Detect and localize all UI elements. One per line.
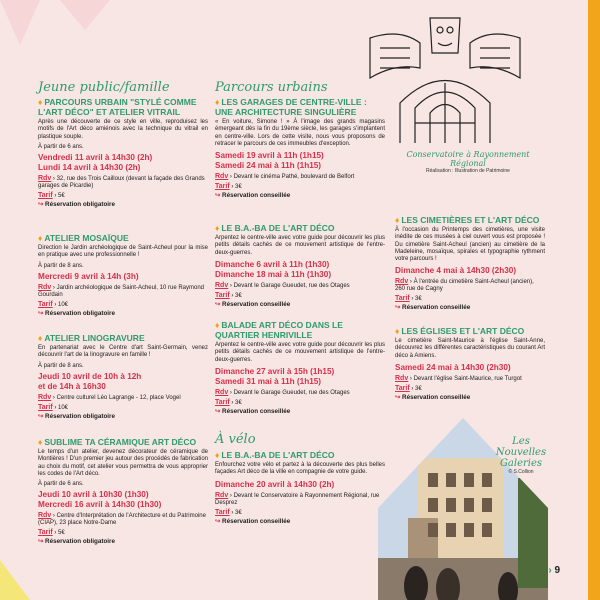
event-col1-2: ♦ ATELIER MOSAÏQUE Direction le Jardin archéologique de Saint-Acheul pour la mise en pratique avec une professionnelle ! À partir de 8 ans. Mercredi 9 avril à 14h (3h) Rdv › Jardin archéologique de Saint-Acheul, 10 rue Raymond Gourdain Tarif › 10€ ↪ Réservation obligatoire <box>38 233 208 317</box>
conservatoire-illustration <box>360 8 530 148</box>
tarif-label: Tarif <box>395 295 410 303</box>
illustration-caption-title: Conservatoire à Rayonnement Régional <box>406 150 530 168</box>
arrow-icon: ↪ <box>38 538 44 546</box>
event-date: Samedi 19 avril à 11h (1h15) <box>215 151 324 161</box>
event-col1-3: ♦ ATELIER LINOGRAVURE En partenariat avec le Centre d'art Saint-Germain, venez découvrir l'art de la linogravure en famille ! À partir de 8 ans. Jeudi 10 avril de 10h à 12h et de 14h à 16h30 Rdv › Centre culturel Léo Lagrange - 12, place Vogel Tarif › 10€ ↪ Réservation obligatoire <box>38 333 208 420</box>
event-title: LE B.A.-BA DE L'ART DÉCO <box>221 223 335 233</box>
rdv-location: À l'entrée du cimetière Saint-Acheul (ancien), 260 rue de Cagny <box>395 279 534 293</box>
illustration-caption <box>398 150 538 174</box>
event-date: Lundi 14 avril à 14h30 (2h) <box>38 162 141 172</box>
event-description: Après une découverte de ce style en ville, reproduisez les motifs de l'Art déco amiénois avec la technique du vitrail en plastique souple. <box>38 119 208 140</box>
tarif-value: 3€ <box>415 296 422 303</box>
reservation-note: Réservation conseillée <box>402 393 471 401</box>
bullet-icon: ♦ <box>38 233 43 243</box>
reservation-note: Réservation obligatoire <box>45 309 116 317</box>
rdv-location: Devant le cinéma Pathé, boulevard de Belfort <box>233 174 355 181</box>
event-age: À partir de 6 ans. <box>38 143 84 150</box>
event-description: À l'occasion du Printemps des cimetières, une visite inédite de ces musées à ciel ouvert vous est proposée ! Du cimetière Saint-Acheul (ancien) au cimetière de la Madeleine, mosaïque, spirales et typographie rythment votre parcours ! <box>395 227 545 263</box>
event-title: LE B.A.-BA DE L'ART DÉCO <box>221 450 335 460</box>
event-col3-2: ♦ LES ÉGLISES ET L'ART DÉCO Le cimetière Saint-Maurice à l'église Saint-Anne, découvrez les différentes caractéristiques du courant Art déco à Amiens. Samedi 24 mai à 14h30 (2h30) Rdv › Devant l'église Saint-Maurice, rue Turgot Tarif › 3€ ↪ Réservation conseillée <box>395 326 545 401</box>
rdv-label: Rdv <box>215 388 229 396</box>
tarif-value: 5€ <box>58 530 65 537</box>
event-col1-1: ♦ PARCOURS URBAIN "STYLÉ COMME L'ART DÉCO" ET ATELIER VITRAIL Après une découverte de ce style en ville, reproduisez les motifs de l'Art déco amiénois avec la technique du vitrail en plastique souple. À partir de 6 ans. Vendredi 11 avril à 14h30 (2h) Lundi 14 avril à 14h30 (2h) Rdv › 32, rue des Trois Cailloux (devant la façade des Grands garages de Picardie) Tarif › 5€ ↪ Réservation obligatoire <box>38 97 208 208</box>
rdv-label: Rdv <box>215 281 229 289</box>
tarif-label: Tarif <box>38 403 53 411</box>
rdv-location: Jardin archéologique de Saint-Acheul, 10 rue Raymond Gourdain <box>38 284 205 298</box>
tarif-value: 3€ <box>235 509 242 516</box>
tarif-label: Tarif <box>38 300 53 308</box>
rdv-label: Rdv <box>395 374 409 382</box>
tarif-value: 10€ <box>58 301 69 308</box>
event-date: Dimanche 18 mai à 11h (1h30) <box>215 269 332 279</box>
reservation-note: Réservation obligatoire <box>45 412 116 420</box>
event-date: Vendredi 11 avril à 14h30 (2h) <box>38 152 153 162</box>
event-date: Mercredi 16 avril à 14h30 (1h30) <box>38 500 162 510</box>
bullet-icon: ♦ <box>215 97 220 107</box>
event-date: Samedi 24 mai à 14h30 (2h30) <box>395 362 511 372</box>
event-age: À partir de 8 ans. <box>38 262 84 269</box>
rdv-location: 32, rue des Trois Cailloux (devant la façade des Grands garages de Picardie) <box>38 175 205 189</box>
arrow-icon: ↪ <box>395 304 401 312</box>
photo-caption <box>486 436 556 475</box>
page-arrow-icon: › <box>548 565 552 576</box>
tarif-label: Tarif <box>38 529 53 537</box>
yellow-triangle-icon <box>0 540 40 600</box>
reservation-note: Réservation obligatoire <box>45 538 116 546</box>
arrow-icon: ↪ <box>38 412 44 420</box>
arrow-icon: ↪ <box>215 517 221 525</box>
arrow-icon: ↪ <box>215 300 221 308</box>
event-age: À partir de 6 ans. <box>38 481 84 488</box>
illustration-caption-credit: Réalisation : Illustration de Patrimoine <box>426 168 510 174</box>
reservation-note: Réservation conseillée <box>222 192 291 200</box>
photo-caption-title: Les Nouvelles Galeries <box>495 436 547 469</box>
event-col3-1: ♦ LES CIMETIÈRES ET L'ART DÉCO À l'occasion du Printemps des cimetières, une visite inédite de ces musées à ciel ouvert vous est proposée ! Du cimetière Saint-Acheul (ancien) au cimetière de la Madeleine, mosaïque, spirales et typographie rythment votre parcours ! Dimanche 4 mai à 14h30 (2h30) Rdv › À l'entrée du cimetière Saint-Acheul (ancien), 260 rue de Cagny Tarif › 3€ ↪ Réservation conseillée <box>395 215 545 312</box>
photo-caption-credit: © S.Collion <box>508 469 534 475</box>
bullet-icon: ♦ <box>38 437 43 447</box>
arrow-icon: ↪ <box>395 393 401 401</box>
event-date: et de 14h à 16h30 <box>38 381 106 391</box>
rdv-location: Centre d'Interprétation de l'Architecture et du Patrimoine (CIAP), 23 place Notre-Dame <box>38 513 206 527</box>
event-title: SUBLIME TA CÉRAMIQUE ART DÉCO <box>44 437 197 447</box>
tarif-label: Tarif <box>215 398 230 406</box>
event-description: Arpentez le centre-ville avec votre guide pour découvrir les plus petits détails cachés de ce mouvement artistique de l'entre-deux-guerres. <box>215 342 385 363</box>
event-date: Dimanche 27 avril à 15h (1h15) <box>215 366 335 376</box>
event-date: Samedi 24 mai à 11h (1h15) <box>215 161 322 171</box>
rdv-label: Rdv <box>38 393 52 401</box>
event-description: Arpentez le centre-ville avec votre guide pour découvrir les plus petits détails cachés de ce mouvement artistique de l'entre-deux-guerres. <box>215 235 385 256</box>
rdv-location: Devant le Conservatoire à Rayonnement Régional, rue Desprez <box>215 492 380 506</box>
event-col2-4: ♦ LE B.A.-BA DE L'ART DÉCO Enfourchez votre vélo et partez à la découverte des plus belles façades Art déco de la ville en compagnie de votre guide. Dimanche 20 avril à 14h30 (2h) Rdv › Devant le Conservatoire à Rayonnement Régional, rue Desprez Tarif › 3€ ↪ Réservation conseillée <box>215 450 385 525</box>
reservation-note: Réservation obligatoire <box>45 200 116 208</box>
bullet-icon: ♦ <box>395 326 400 336</box>
event-date: Samedi 31 mai à 11h (1h15) <box>215 376 322 386</box>
rdv-label: Rdv <box>215 491 229 499</box>
rdv-location: Devant le Garage Gueudet, rue des Otages <box>233 389 350 396</box>
tarif-value: 10€ <box>58 404 69 411</box>
event-col2-2: ♦ LE B.A.-BA DE L'ART DÉCO Arpentez le centre-ville avec votre guide pour découvrir les plus petits détails cachés de ce mouvement artistique de l'entre-deux-guerres. Dimanche 6 avril à 11h (1h30) Dimanche 18 mai à 11h (1h30) Rdv › Devant le Garage Gueudet, rue des Otages Tarif › 3€ ↪ Réservation conseillée <box>215 223 385 308</box>
bullet-icon: ♦ <box>215 223 220 233</box>
arrow-icon: ↪ <box>38 309 44 317</box>
section-title-parcours-urbains: Parcours urbains <box>215 80 328 95</box>
reservation-note: Réservation conseillée <box>222 300 291 308</box>
arrow-icon: ↪ <box>38 200 44 208</box>
event-title: LES GARAGES DE CENTRE-VILLE : UNE ARCHITECTURE SINGULIÈRE <box>215 97 367 117</box>
event-title: ATELIER LINOGRAVURE <box>44 333 145 343</box>
event-title: LES ÉGLISES ET L'ART DÉCO <box>401 326 525 336</box>
event-age: À partir de 8 ans. <box>38 362 84 369</box>
event-description: Le temps d'un atelier, devenez décorateur de céramique de Montières ! D'un premier jeu autour des procédés de fabrication au choix du motif, cet atelier vous permettra de vous approprier les codes de l'Art déco. <box>38 449 208 477</box>
rdv-label: Rdv <box>38 283 52 291</box>
event-title: LES CIMETIÈRES ET L'ART DÉCO <box>401 215 540 225</box>
bullet-icon: ♦ <box>38 97 43 107</box>
event-date: Jeudi 10 avril de 10h à 12h <box>38 371 142 381</box>
bullet-icon: ♦ <box>395 215 400 225</box>
rdv-label: Rdv <box>38 174 52 182</box>
section-title-a-velo: À vélo <box>215 432 256 447</box>
event-description: Direction le Jardin archéologique de Saint-Acheul pour la mise en pratique avec une professionnelle ! <box>38 245 208 259</box>
tarif-value: 3€ <box>415 385 422 392</box>
page-number: 9 <box>554 565 560 576</box>
arrow-icon: ↪ <box>215 192 221 200</box>
bullet-icon: ♦ <box>215 320 220 330</box>
event-date: Dimanche 4 mai à 14h30 (2h30) <box>395 266 517 276</box>
rdv-location: Devant le Garage Gueudet, rue des Otages <box>233 282 350 289</box>
reservation-note: Réservation conseillée <box>222 407 291 415</box>
tarif-label: Tarif <box>215 508 230 516</box>
event-title: PARCOURS URBAIN "STYLÉ COMME L'ART DÉCO" ET ATELIER VITRAIL <box>38 97 197 117</box>
tarif-value: 3€ <box>235 399 242 406</box>
tarif-value: 3€ <box>235 292 242 299</box>
event-date: Dimanche 20 avril à 14h30 (2h) <box>215 479 335 489</box>
event-date: Mercredi 9 avril à 14h (3h) <box>38 271 139 281</box>
orange-side-bar <box>588 0 600 600</box>
event-date: Jeudi 10 avril à 10h30 (1h30) <box>38 490 149 500</box>
event-description: Le cimetière Saint-Maurice à l'église Saint-Anne, découvrez les différentes caractéristiques du courant Art déco à Amiens. <box>395 338 545 359</box>
tarif-label: Tarif <box>395 384 410 392</box>
rdv-label: Rdv <box>38 512 52 520</box>
reservation-note: Réservation conseillée <box>222 517 291 525</box>
event-col2-1: ♦ LES GARAGES DE CENTRE-VILLE : UNE ARCHITECTURE SINGULIÈRE « En voiture, Simone ! » À l'image des grands magasins émergeant dès la fin du 19ème siècle, les garages s'implantent en centre-ville. Lors de cette visite, nous vous proposons de retracer le parcours de ces immeubles d'exception. Samedi 19 avril à 11h (1h15) Samedi 24 mai à 11h (1h15) Rdv › Devant le cinéma Pathé, boulevard de Belfort Tarif › 3€ ↪ Réservation conseillée <box>215 97 385 200</box>
reservation-note: Réservation conseillée <box>402 304 471 312</box>
event-col1-4: ♦ SUBLIME TA CÉRAMIQUE ART DÉCO Le temps d'un atelier, devenez décorateur de céramique de Montières ! D'un premier jeu autour des procédés de fabrication au choix du motif, cet atelier vous permettra de vous approprier les codes de l'Art déco. À partir de 6 ans. Jeudi 10 avril à 10h30 (1h30) Mercredi 16 avril à 14h30 (1h30) Rdv › Centre d'Interprétation de l'Architecture et du Patrimoine (CIAP), 23 place Notre-Dame Tarif › 5€ ↪ Réservation obligatoire <box>38 437 208 546</box>
bullet-icon: ♦ <box>38 333 43 343</box>
event-title: BALADE ART DÉCO DANS LE QUARTIER HENRIVILLE <box>215 320 343 340</box>
arrow-icon: ↪ <box>215 407 221 415</box>
tarif-label: Tarif <box>38 191 53 199</box>
rdv-label: Rdv <box>395 278 409 286</box>
tarif-label: Tarif <box>215 291 230 299</box>
tarif-label: Tarif <box>215 183 230 191</box>
tarif-value: 5€ <box>58 192 65 199</box>
event-col2-3: ♦ BALADE ART DÉCO DANS LE QUARTIER HENRIVILLE Arpentez le centre-ville avec votre guide pour découvrir les plus petits détails cachés de ce mouvement artistique de l'entre-deux-guerres. Dimanche 27 avril à 15h (1h15) Samedi 31 mai à 11h (1h15) Rdv › Devant le Garage Gueudet, rue des Otages Tarif › 3€ ↪ Réservation conseillée <box>215 320 385 415</box>
event-description: En partenariat avec le Centre d'art Saint-Germain, venez découvrir l'art de la linogravure en famille ! <box>38 345 208 359</box>
rdv-location: Devant l'église Saint-Maurice, rue Turgot <box>413 375 522 382</box>
bullet-icon: ♦ <box>215 450 220 460</box>
section-title-jeune-public: Jeune public/famille <box>38 80 170 95</box>
tarif-value: 3€ <box>235 184 242 191</box>
event-description: « En voiture, Simone ! » À l'image des grands magasins émergeant dès la fin du 19ème siècle, les garages s'implantent en centre-ville. Lors de cette visite, nous vous proposons de retracer le parcours de ces immeubles d'exception. <box>215 119 385 147</box>
event-title: ATELIER MOSAÏQUE <box>44 233 129 243</box>
event-description: Enfourchez votre vélo et partez à la découverte des plus belles façades Art déco de la ville en compagnie de votre guide. <box>215 462 385 476</box>
rdv-location: Centre culturel Léo Lagrange - 12, place Vogel <box>56 394 181 401</box>
rdv-label: Rdv <box>215 173 229 181</box>
event-date: Dimanche 6 avril à 11h (1h30) <box>215 259 330 269</box>
